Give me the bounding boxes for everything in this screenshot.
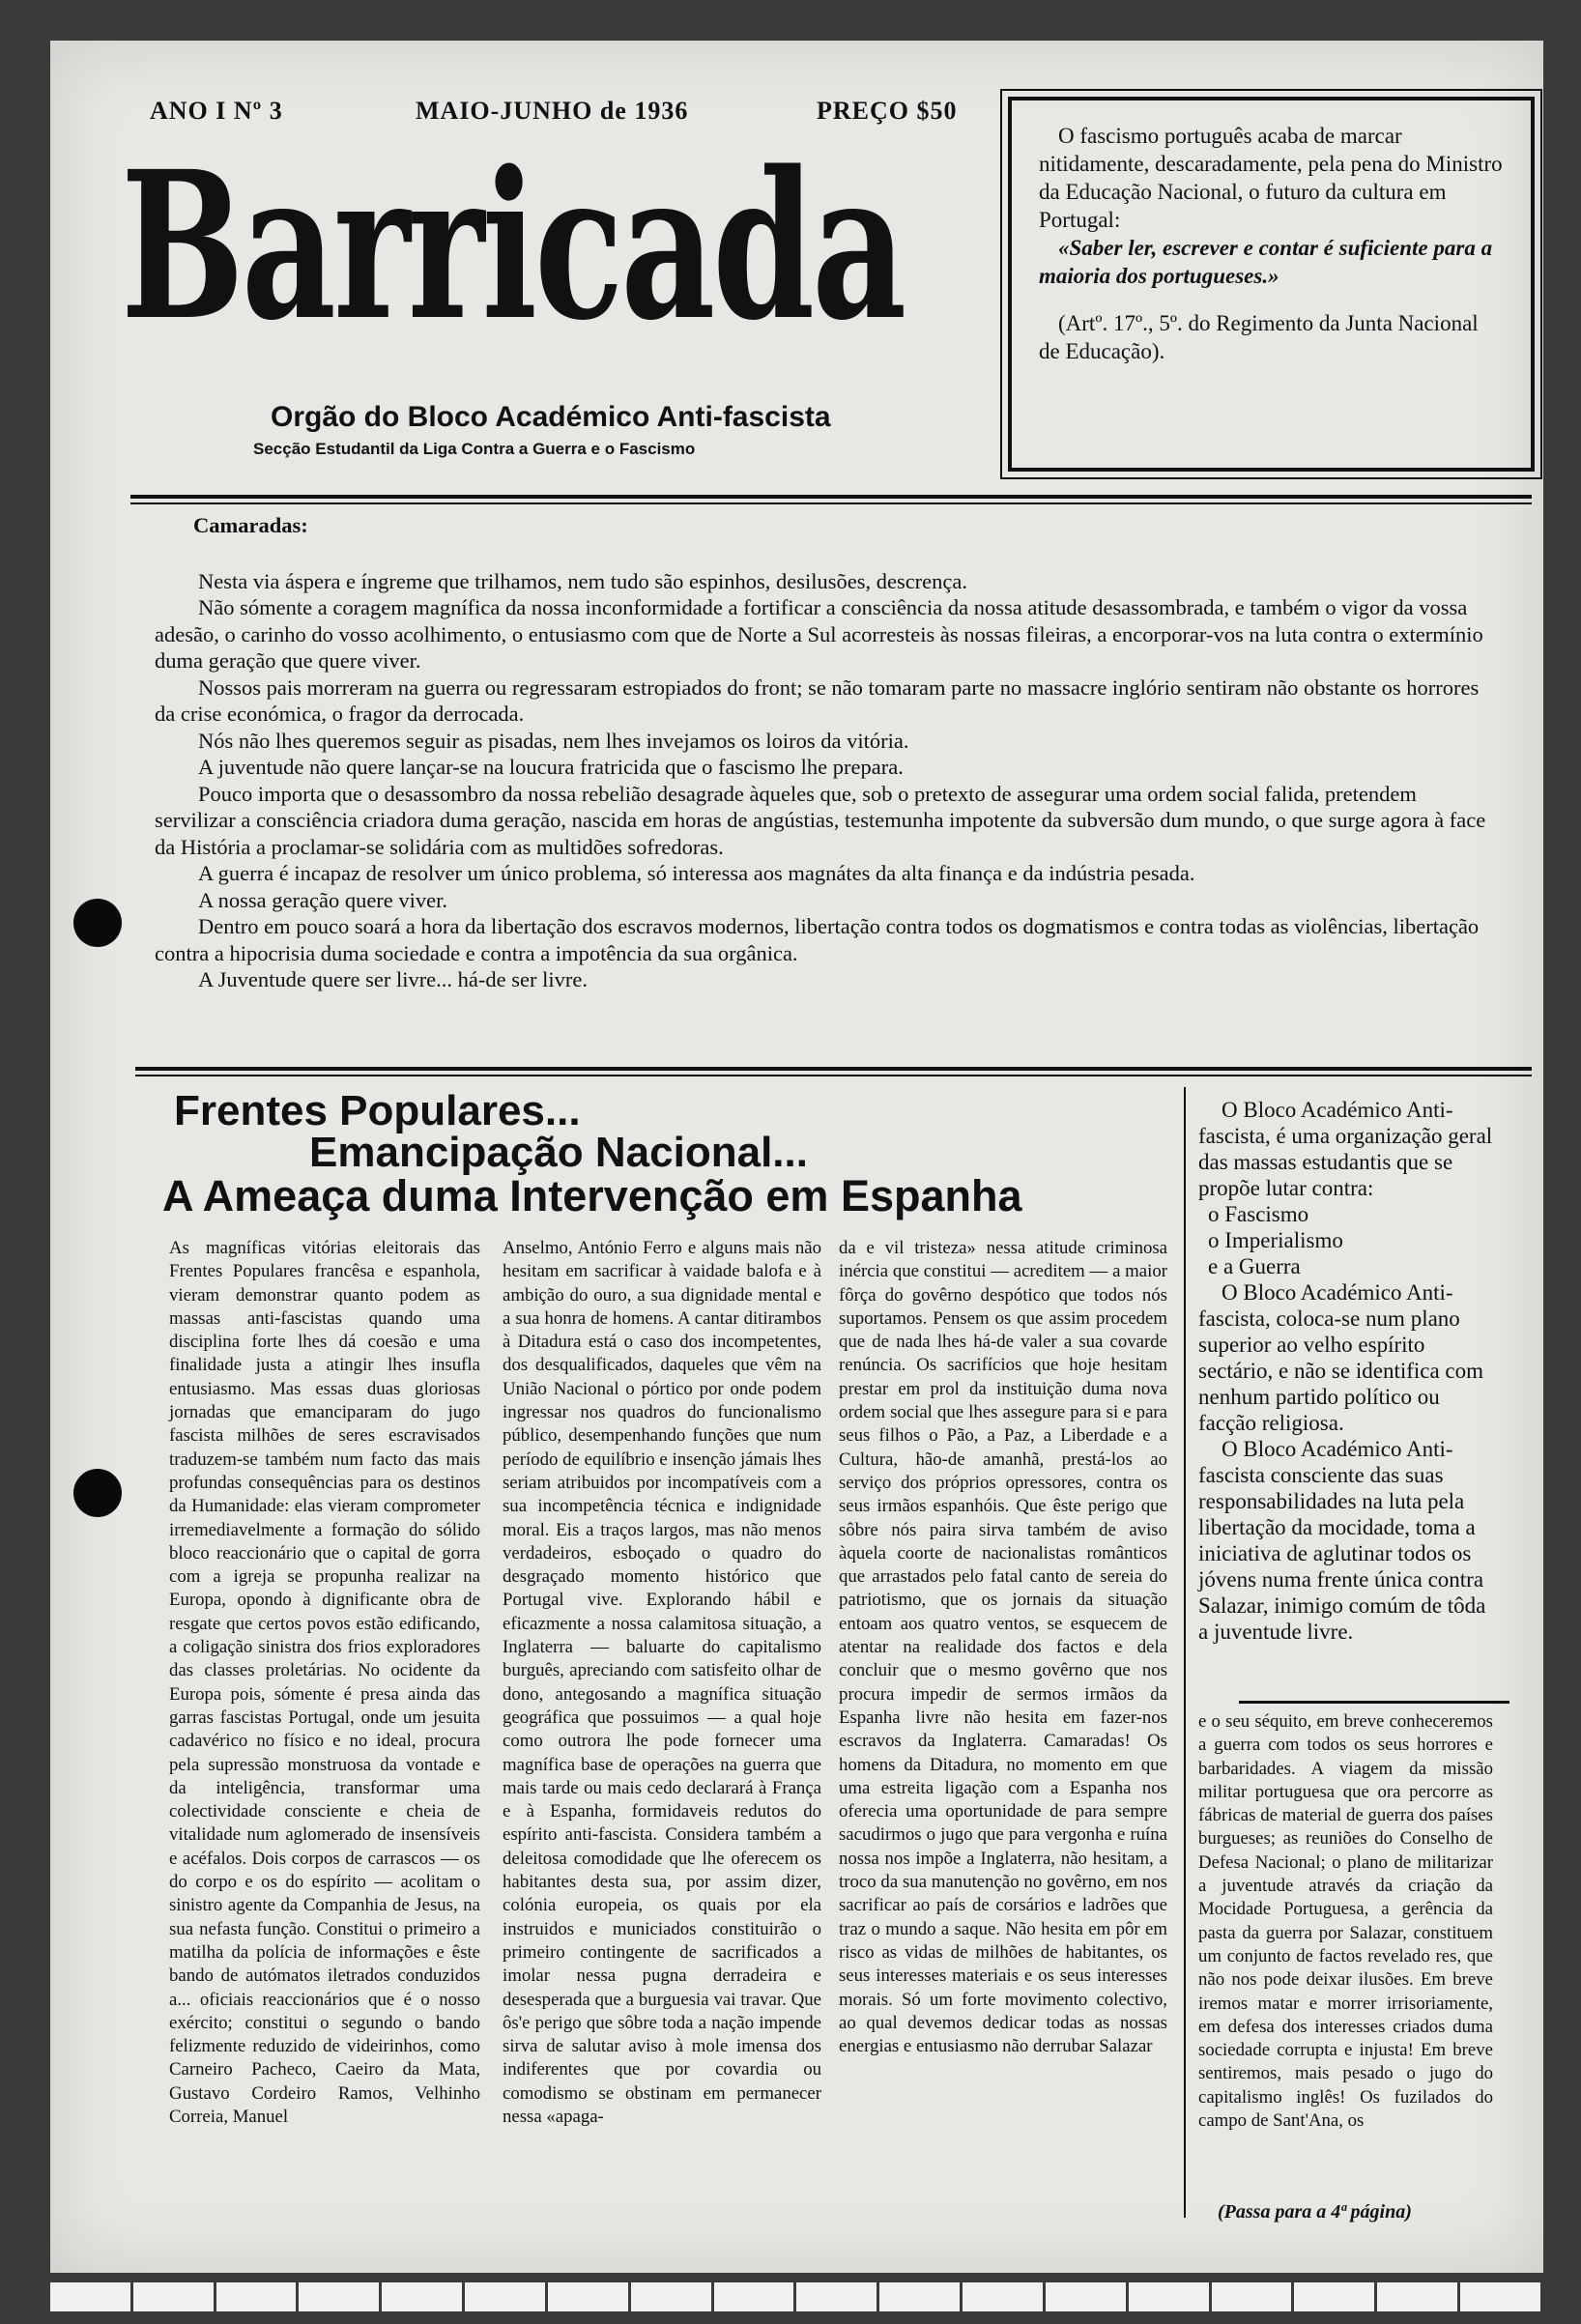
intro-paragraph: Nós não lhes queremos seguir as pisadas, nem lhes invejamos os loiros da vitória. [198, 728, 909, 753]
article-headline-2: Emancipação Nacional... [309, 1129, 808, 1176]
sidebar-item: o Imperialismo [1208, 1228, 1343, 1252]
masthead-title: Barricada [121, 127, 905, 365]
header-divider [130, 495, 1532, 499]
issue-date: MAIO-JUNHO de 1936 [416, 97, 689, 125]
sidebar-item: e a Guerra [1208, 1254, 1301, 1278]
quote-text: «Saber ler, escrever e contar é suficiente para a maioria dos portugueses.» [1039, 236, 1493, 288]
punch-hole [73, 899, 122, 947]
sidebar-paragraph: O Bloco Académico Anti-fascista consciente das suas responsabilidades na luta pela libertação da mocidade, toma a iniciativa de aglutinar todos os jóvens numa frente única contra Salazar, inimigo comúm de tôda a juventude livre. [1198, 1437, 1486, 1644]
continued-note: (Passa para a 4ª página) [1218, 2201, 1412, 2223]
article-column-3 [839, 1237, 1167, 2058]
intro-paragraph: Nesta via áspera e íngreme que trilhamos, nem tudo são espinhos, desilusões, descrença. [198, 568, 968, 593]
greeting: Camaradas: [193, 513, 308, 537]
article-column-2 [503, 1237, 821, 2129]
sidebar-divider [1239, 1701, 1509, 1704]
column-divider [1184, 1087, 1186, 2218]
article-headline-3: A Ameaça duma Intervenção em Espanha [162, 1171, 1022, 1220]
intro-paragraph: Nossos pais morreram na guerra ou regressaram estropiados do front; se não tomaram parte no massacre inglório sentiram não obstante os horrores da crise económica, o fragor da derrocada. [155, 674, 1480, 726]
issue-price: PREÇO $50 [817, 97, 958, 125]
intro-paragraph: A Juventude quere ser livre... há-de ser livre. [198, 967, 588, 991]
intro-paragraph: A nossa geração quere viver. [198, 887, 448, 912]
article-headline-1: Frentes Populares... [174, 1087, 581, 1134]
article-text: e o seu séquito, em breve conheceremos a guerra com todos os seus horrores e barbaridades. A viagem da missão militar portuguesa que ora percorre as fábricas de material de guerra dos países burgueses; as reuniões do Conselho de Defesa Nacional; o plano de militarizar a juventude através da criação da Mocidade Portuguesa, a gerência da pasta da guerra por Salazar, constituem um conjunto de factos revelado res, que não nos pode deixar ilusões. Em breve iremos matar e morrer irrisoriamente, em defesa dos interesses criados duma sociedade corrupta e injusta! Em breve sentiremos, mais pesado o jugo do capitalismo inglês! Os fuzilados do campo de Sant'Ana, os [1198, 1711, 1493, 2132]
sidebar-item: o Fascismo [1208, 1202, 1309, 1226]
section-divider-thin [135, 1075, 1532, 1076]
quote-intro: O fascismo português acaba de marcar nitidamente, descaradamente, pela pena do Ministro da Educação Nacional, o futuro da cultura em Portugal: [1039, 124, 1503, 232]
article-text: Anselmo, António Ferro e alguns mais não hesitam em sacrificar à vaidade balofa e à ambição do ouro, a sua dignidade mental e a sua honra de homens. A cantar ditirambos à Ditadura está o caso dos incompetentes, dos desqualificados, daqueles que vêm na União Nacional o pórtico por onde podem ingressar nos quadros do funcionalismo público, desempenhando funções que num período de equilíbrio e insenção jámais lhes seriam atribuidos por incompatíveis com a sua incompetência técnica e indignidade moral. Eis a traços largos, mas não menos verdadeiros, esboçado o quadro do desgraçado momento histórico que Portugal vive. Explorando hábil e eficazmente a nossa calamitosa situação, a Inglaterra — baluarte do capitalismo burguês, apreciando com satisfeito olhar de dono, antegosando a magnífica situação geográfica que possuimos — a qual hoje como outrora lhe pode fornecer uma magnífica base de operações na guerra que mais tarde ou mais cedo declarará à França e à Espanha, formidaveis redutos do espírito anti-fascista. Considera também a deleitosa comodidade que lhe oferecem os habitantes desta sua, por assim dizer, colónia europeia, os quais por ela instruidos e municiados constituirão o primeiro contingente de sacrificados a imolar nessa pugna derradeira e desesperada que a burguesia vai travar. Que ôs'e perigo que sôbre toda a nação impende sirva de salutar aviso à mole imensa dos indiferentes que por covardia ou comodismo se obstinam em permanecer nessa «apaga- [503, 1238, 821, 2127]
editorial-intro [155, 512, 1498, 993]
article-text: da e vil tristeza» nessa atitude criminosa inércia que constitui — acreditem — a maior fôrça do govêrno despótico que todos nós suportamos. Pensem os que assim procedem que de nada lhes há-de valer a sua covarde renúncia. Os sacrifícios que hoje hesitam prestar em prol da instituição duma nova ordem social que lhes assegure para si e para seus filhos o Pão, a Paz, a Liberdade e a Cultura, hão-de amanhã, prestá-los ao serviço dos próprios opressores, contra os seus irmãos espanhóis. Que êste perigo que sôbre nós paira sirva também de aviso àquela coorte de nacionalistas românticos que arrastados pelo fatal canto de sereia do patriotismo, que os jornais da situação entoam aos quatro ventos, se esquecem de atentar na realidade dos factos e dela concluir que o mesmo govêrno que nos procura impedir de sermos irmãos da Espanha livre não hesita em fazer-nos escravos da Inglaterra. Camaradas! Os homens da Ditadura, no momento em que uma estreita ligação com a Espanha nos oferecia uma oportunidade de para sempre sacudirmos o jugo que para vergonha e ruína nossa nos impõe a Inglaterra, não hesitam, a troco da sua manutenção no govêrno, em nos sacrificar ao país de corsários e ladrões que traz o mundo a saque. Não hesita em pôr em risco as vidas de milhões de habitantes, os seus interesses materiais e os seus interesses morais. Só um forte movimento colectivo, ao qual devemos dedicar todas as nossas energias e entusiasmo não derrubar Salazar [839, 1238, 1167, 2057]
article-column-1 [169, 1237, 480, 2129]
sidebar-article-continuation [1198, 1710, 1493, 2133]
masthead-section: Secção Estudantil da Liga Contra a Guerra e o Fascismo [253, 440, 696, 458]
intro-paragraph: Pouco importa que o desassombro da nossa rebelião desagrade àqueles que, sob o pretexto de assegurar uma ordem social falida, pretendem servilizar a consciência criadora duma geração, nascida em horas de angústias, testemunha impotente da subversão dum mundo, o que surge agora à face da História a proclamar-se solidária com as multidões sofredoras. [155, 781, 1486, 859]
quote-source: (Artº. 17º., 5º. do Regimento da Junta Nacional de Educação). [1039, 311, 1479, 363]
punch-hole [73, 1469, 122, 1517]
article-text: As magníficas vitórias eleitorais das Frentes Populares francêsa e espanhola, vieram demonstrar quanto podem as massas anti-fascistas quando uma disciplina forte lhes dá coesão e uma finalidade justa a atingir lhes insufla entusiasmo. Mas essas duas gloriosas jornadas que emanciparam do jugo fascista milhões de seres escravisados traduzem-se também num facto das mais profundas consequências para os destinos da Humanidade: elas vieram comprometer irremediavelmente a formação do sólido bloco reaccionário que o capital de gorra com a igreja se propunha realizar na Europa, opondo à dignificante obra de resgate que certos povos estão edificando, a coligação sinistra dos frios exploradores das classes proletárias. No ocidente da Europa pois, sómente é presa ainda das garras fascistas Portugal, onde um jesuita cadavérico no físico e no ideal, procura pela supressão monstruosa da vontade e da inteligência, transformar uma colectividade consciente e cheia de vitalidade num aglomerado de insensíveis e acéfalos. Dois corpos de carrascos — os do corpo e os do espírito — acolitam o sinistro agente da Companhia de Jesus, na sua nefasta função. Constitui o primeiro a matilha da polícia de informações e êste bando de autómatos iletrados conduzidos a... oficiais reaccionários que é o nosso exército; constitui o segundo o bando felizmente reduzido de videirinhos, como Carneiro Pacheco, Caeiro da Mata, Gustavo Cordeiro Ramos, Velhinho Correia, Manuel [169, 1238, 480, 2127]
issue-number: ANO I Nº 3 [150, 97, 283, 125]
intro-paragraph: A guerra é incapaz de resolver um único problema, só interessa aos magnátes da alta finança e da indústria pesada. [198, 861, 1195, 885]
sidebar-paragraph: O Bloco Académico Anti-fascista, é uma organização geral das massas estudantis que se propõe lutar contra: [1198, 1098, 1493, 1200]
header-divider-thin [130, 502, 1532, 504]
quote-box [1008, 97, 1535, 472]
intro-paragraph: Não sómente a coragem magnífica da nossa inconformidade a fortificar a consciência da nossa atitude desassombrada, e também o vigor da vossa adesão, o carinho do vosso acolhimento, o entusiasmo com que de Norte a Sul acorresteis às nossas fileiras, a encorporar-vos na luta contra o extermínio duma geração que quere viver. [155, 595, 1483, 673]
masthead-subtitle: Orgão do Bloco Académico Anti-fascista [271, 401, 831, 433]
intro-paragraph: A juventude não quere lançar-se na loucura fratricida que o fascismo lhe prepara. [198, 755, 904, 779]
film-strip [50, 2282, 1543, 2311]
section-divider [135, 1067, 1532, 1071]
intro-paragraph: Dentro em pouco soará a hora da libertação dos escravos modernos, libertação contra todos os dogmatismos e contra todas as violências, libertação contra a hipocrisia duma sociedade e contra a impotência da sua orgânica. [155, 914, 1480, 965]
sidebar-paragraph: O Bloco Académico Anti-fascista, coloca-se num plano superior ao velho espírito sectário, e não se identifica com nenhum partido político ou facção religiosa. [1198, 1280, 1484, 1435]
sidebar-bloco [1198, 1097, 1493, 1645]
